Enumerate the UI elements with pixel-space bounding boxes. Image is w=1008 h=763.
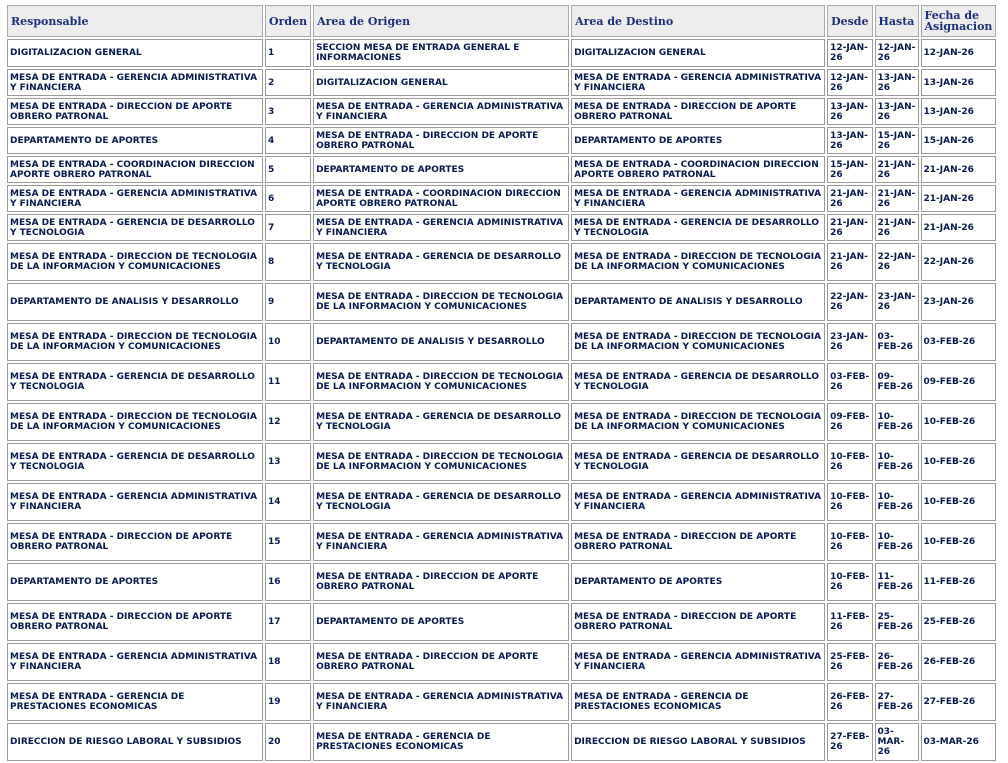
desde-cell: 10-FEB-26 [827,563,872,601]
header-fecha-asignacion: Fecha de Asignacion [921,5,997,37]
responsable-cell: DEPARTAMENTO DE APORTES [7,563,263,601]
orden-cell: 13 [265,443,311,481]
area-destino-cell: DIGITALIZACION GENERAL [571,39,825,67]
area-destino-cell: MESA DE ENTRADA - GERENCIA ADMINISTRATIVA Y FINANCIERA [571,643,825,681]
orden-cell: 12 [265,403,311,441]
desde-cell: 12-JAN-26 [827,39,872,67]
desde-cell: 15-JAN-26 [827,156,872,183]
area-destino-cell: MESA DE ENTRADA - COORDINACION DIRECCION APORTE OBRERO PATRONAL [571,156,825,183]
area-origen-cell: DIGITALIZACION GENERAL [313,69,569,96]
table-row [7,483,996,521]
desde-cell: 23-JAN-26 [827,323,872,361]
orden-cell: 11 [265,363,311,401]
area-destino-cell: DEPARTAMENTO DE APORTES [571,563,825,601]
area-destino-cell: MESA DE ENTRADA - GERENCIA ADMINISTRATIVA Y FINANCIERA [571,483,825,521]
area-destino-cell: MESA DE ENTRADA - GERENCIA DE DESARROLLO Y TECNOLOGIA [571,363,825,401]
area-origen-cell: DEPARTAMENTO DE APORTES [313,156,569,183]
header-area-destino: Area de Destino [571,5,825,37]
fecha-asignacion-cell: 21-JAN-26 [921,214,997,241]
fecha-asignacion-cell: 27-FEB-26 [921,683,997,721]
responsable-cell: MESA DE ENTRADA - GERENCIA ADMINISTRATIVA Y FINANCIERA [7,69,263,96]
hasta-cell: 03-MAR-26 [875,723,919,761]
desde-cell: 10-FEB-26 [827,523,872,561]
area-destino-cell: DEPARTAMENTO DE ANALISIS Y DESARROLLO [571,283,825,321]
table-row [7,403,996,441]
area-destino-cell: DEPARTAMENTO DE APORTES [571,127,825,154]
orden-cell: 10 [265,323,311,361]
desde-cell: 13-JAN-26 [827,127,872,154]
orden-cell: 6 [265,185,311,212]
orden-cell: 2 [265,69,311,96]
fecha-asignacion-cell: 10-FEB-26 [921,443,997,481]
responsable-cell: MESA DE ENTRADA - GERENCIA DE PRESTACIONES ECONOMICAS [7,683,263,721]
responsable-cell: DIGITALIZACION GENERAL [7,39,263,67]
responsable-cell: MESA DE ENTRADA - GERENCIA ADMINISTRATIVA Y FINANCIERA [7,483,263,521]
table-row [7,563,996,601]
hasta-cell: 12-JAN-26 [875,39,919,67]
area-destino-cell: MESA DE ENTRADA - GERENCIA DE DESARROLLO Y TECNOLOGIA [571,443,825,481]
hasta-cell: 10-FEB-26 [875,483,919,521]
header-responsable: Responsable [7,5,263,37]
header-desde: Desde [827,5,872,37]
orden-cell: 18 [265,643,311,681]
table-row [7,98,996,125]
responsable-cell: DIRECCION DE RIESGO LABORAL Y SUBSIDIOS [7,723,263,761]
fecha-asignacion-cell: 25-FEB-26 [921,603,997,641]
orden-cell: 17 [265,603,311,641]
fecha-asignacion-cell: 10-FEB-26 [921,483,997,521]
responsable-cell: MESA DE ENTRADA - DIRECCION DE APORTE OBRERO PATRONAL [7,603,263,641]
responsable-cell: MESA DE ENTRADA - GERENCIA DE DESARROLLO Y TECNOLOGIA [7,363,263,401]
desde-cell: 21-JAN-26 [827,185,872,212]
table-row [7,283,996,321]
area-origen-cell: MESA DE ENTRADA - GERENCIA DE DESARROLLO Y TECNOLOGIA [313,403,569,441]
table-row [7,323,996,361]
desde-cell: 25-FEB-26 [827,643,872,681]
hasta-cell: 11-FEB-26 [875,563,919,601]
responsable-cell: DEPARTAMENTO DE APORTES [7,127,263,154]
area-origen-cell: DEPARTAMENTO DE ANALISIS Y DESARROLLO [313,323,569,361]
area-origen-cell: MESA DE ENTRADA - GERENCIA ADMINISTRATIVA Y FINANCIERA [313,523,569,561]
area-destino-cell: MESA DE ENTRADA - GERENCIA ADMINISTRATIVA Y FINANCIERA [571,185,825,212]
area-destino-cell: DIRECCION DE RIESGO LABORAL Y SUBSIDIOS [571,723,825,761]
responsable-cell: MESA DE ENTRADA - GERENCIA ADMINISTRATIVA Y FINANCIERA [7,185,263,212]
assignment-history-table [5,3,998,763]
hasta-cell: 21-JAN-26 [875,156,919,183]
hasta-cell: 22-JAN-26 [875,243,919,281]
desde-cell: 10-FEB-26 [827,483,872,521]
table-row [7,723,996,761]
area-origen-cell: MESA DE ENTRADA - DIRECCION DE APORTE OBRERO PATRONAL [313,127,569,154]
desde-cell: 09-FEB-26 [827,403,872,441]
responsable-cell: MESA DE ENTRADA - DIRECCION DE APORTE OBRERO PATRONAL [7,523,263,561]
desde-cell: 10-FEB-26 [827,443,872,481]
table-header-row [7,5,996,37]
table-row [7,69,996,96]
hasta-cell: 13-JAN-26 [875,69,919,96]
table-row [7,363,996,401]
orden-cell: 15 [265,523,311,561]
orden-cell: 9 [265,283,311,321]
orden-cell: 3 [265,98,311,125]
area-origen-cell: MESA DE ENTRADA - DIRECCION DE TECNOLOGIA DE LA INFORMACION Y COMUNICACIONES [313,363,569,401]
table-row [7,127,996,154]
area-destino-cell: MESA DE ENTRADA - DIRECCION DE TECNOLOGIA DE LA INFORMACION Y COMUNICACIONES [571,403,825,441]
area-origen-cell: MESA DE ENTRADA - GERENCIA DE PRESTACIONES ECONOMICAS [313,723,569,761]
area-destino-cell: MESA DE ENTRADA - DIRECCION DE TECNOLOGIA DE LA INFORMACION Y COMUNICACIONES [571,243,825,281]
area-origen-cell: MESA DE ENTRADA - DIRECCION DE TECNOLOGIA DE LA INFORMACION Y COMUNICACIONES [313,443,569,481]
responsable-cell: MESA DE ENTRADA - DIRECCION DE APORTE OBRERO PATRONAL [7,98,263,125]
fecha-asignacion-cell: 10-FEB-26 [921,523,997,561]
fecha-asignacion-cell: 23-JAN-26 [921,283,997,321]
fecha-asignacion-cell: 03-FEB-26 [921,323,997,361]
orden-cell: 4 [265,127,311,154]
area-origen-cell: MESA DE ENTRADA - GERENCIA ADMINISTRATIVA Y FINANCIERA [313,683,569,721]
fecha-asignacion-cell: 11-FEB-26 [921,563,997,601]
fecha-asignacion-cell: 03-MAR-26 [921,723,997,761]
fecha-asignacion-cell: 13-JAN-26 [921,98,997,125]
hasta-cell: 23-JAN-26 [875,283,919,321]
area-origen-cell: MESA DE ENTRADA - GERENCIA DE DESARROLLO Y TECNOLOGIA [313,243,569,281]
table-row [7,523,996,561]
orden-cell: 19 [265,683,311,721]
desde-cell: 26-FEB-26 [827,683,872,721]
area-origen-cell: MESA DE ENTRADA - GERENCIA ADMINISTRATIVA Y FINANCIERA [313,214,569,241]
fecha-asignacion-cell: 21-JAN-26 [921,156,997,183]
fecha-asignacion-cell: 13-JAN-26 [921,69,997,96]
fecha-asignacion-cell: 09-FEB-26 [921,363,997,401]
area-destino-cell: MESA DE ENTRADA - GERENCIA ADMINISTRATIVA Y FINANCIERA [571,69,825,96]
fecha-asignacion-cell: 22-JAN-26 [921,243,997,281]
responsable-cell: MESA DE ENTRADA - DIRECCION DE TECNOLOGIA DE LA INFORMACION Y COMUNICACIONES [7,323,263,361]
table-row [7,214,996,241]
area-destino-cell: MESA DE ENTRADA - DIRECCION DE APORTE OBRERO PATRONAL [571,523,825,561]
area-origen-cell: MESA DE ENTRADA - DIRECCION DE APORTE OBRERO PATRONAL [313,643,569,681]
orden-cell: 16 [265,563,311,601]
desde-cell: 21-JAN-26 [827,214,872,241]
area-destino-cell: MESA DE ENTRADA - DIRECCION DE TECNOLOGIA DE LA INFORMACION Y COMUNICACIONES [571,323,825,361]
table-row [7,643,996,681]
desde-cell: 21-JAN-26 [827,243,872,281]
hasta-cell: 10-FEB-26 [875,403,919,441]
desde-cell: 12-JAN-26 [827,69,872,96]
area-destino-cell: MESA DE ENTRADA - GERENCIA DE PRESTACIONES ECONOMICAS [571,683,825,721]
desde-cell: 13-JAN-26 [827,98,872,125]
fecha-asignacion-cell: 12-JAN-26 [921,39,997,67]
hasta-cell: 03-FEB-26 [875,323,919,361]
desde-cell: 22-JAN-26 [827,283,872,321]
area-destino-cell: MESA DE ENTRADA - DIRECCION DE APORTE OBRERO PATRONAL [571,603,825,641]
desde-cell: 27-FEB-26 [827,723,872,761]
area-origen-cell: MESA DE ENTRADA - DIRECCION DE TECNOLOGIA DE LA INFORMACION Y COMUNICACIONES [313,283,569,321]
fecha-asignacion-cell: 15-JAN-26 [921,127,997,154]
hasta-cell: 10-FEB-26 [875,443,919,481]
table-row [7,185,996,212]
area-destino-cell: MESA DE ENTRADA - DIRECCION DE APORTE OBRERO PATRONAL [571,98,825,125]
responsable-cell: MESA DE ENTRADA - GERENCIA DE DESARROLLO Y TECNOLOGIA [7,443,263,481]
table-row [7,603,996,641]
table-row [7,243,996,281]
header-orden: Orden [265,5,311,37]
orden-cell: 8 [265,243,311,281]
hasta-cell: 09-FEB-26 [875,363,919,401]
hasta-cell: 10-FEB-26 [875,523,919,561]
responsable-cell: MESA DE ENTRADA - GERENCIA DE DESARROLLO Y TECNOLOGIA [7,214,263,241]
fecha-asignacion-cell: 10-FEB-26 [921,403,997,441]
area-origen-cell: DEPARTAMENTO DE APORTES [313,603,569,641]
area-origen-cell: MESA DE ENTRADA - GERENCIA ADMINISTRATIVA Y FINANCIERA [313,98,569,125]
orden-cell: 20 [265,723,311,761]
hasta-cell: 26-FEB-26 [875,643,919,681]
responsable-cell: MESA DE ENTRADA - DIRECCION DE TECNOLOGIA DE LA INFORMACION Y COMUNICACIONES [7,243,263,281]
table-row [7,443,996,481]
area-origen-cell: SECCION MESA DE ENTRADA GENERAL E INFORMACIONES [313,39,569,67]
orden-cell: 1 [265,39,311,67]
orden-cell: 7 [265,214,311,241]
fecha-asignacion-cell: 26-FEB-26 [921,643,997,681]
desde-cell: 03-FEB-26 [827,363,872,401]
responsable-cell: MESA DE ENTRADA - DIRECCION DE TECNOLOGIA DE LA INFORMACION Y COMUNICACIONES [7,403,263,441]
header-area-origen: Area de Origen [313,5,569,37]
hasta-cell: 25-FEB-26 [875,603,919,641]
hasta-cell: 21-JAN-26 [875,214,919,241]
area-origen-cell: MESA DE ENTRADA - GERENCIA DE DESARROLLO Y TECNOLOGIA [313,483,569,521]
area-origen-cell: MESA DE ENTRADA - DIRECCION DE APORTE OBRERO PATRONAL [313,563,569,601]
responsable-cell: DEPARTAMENTO DE ANALISIS Y DESARROLLO [7,283,263,321]
table-row [7,683,996,721]
area-origen-cell: MESA DE ENTRADA - COORDINACION DIRECCION APORTE OBRERO PATRONAL [313,185,569,212]
table-row [7,156,996,183]
hasta-cell: 21-JAN-26 [875,185,919,212]
header-hasta: Hasta [875,5,919,37]
responsable-cell: MESA DE ENTRADA - GERENCIA ADMINISTRATIVA Y FINANCIERA [7,643,263,681]
orden-cell: 5 [265,156,311,183]
responsable-cell: MESA DE ENTRADA - COORDINACION DIRECCION APORTE OBRERO PATRONAL [7,156,263,183]
fecha-asignacion-cell: 21-JAN-26 [921,185,997,212]
hasta-cell: 27-FEB-26 [875,683,919,721]
desde-cell: 11-FEB-26 [827,603,872,641]
area-destino-cell: MESA DE ENTRADA - GERENCIA DE DESARROLLO Y TECNOLOGIA [571,214,825,241]
hasta-cell: 15-JAN-26 [875,127,919,154]
hasta-cell: 13-JAN-26 [875,98,919,125]
table-row [7,39,996,67]
orden-cell: 14 [265,483,311,521]
